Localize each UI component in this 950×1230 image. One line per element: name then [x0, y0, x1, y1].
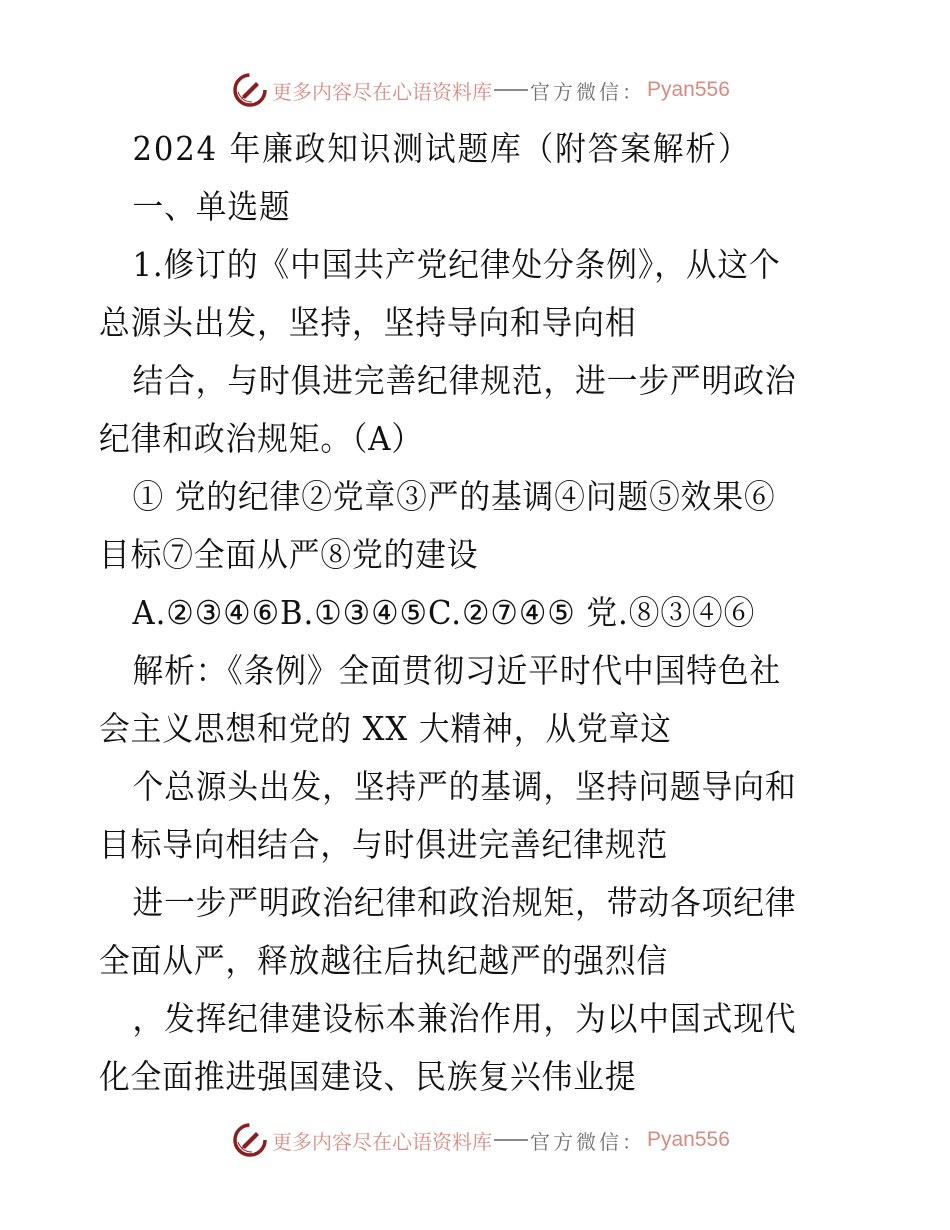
quill-pen-logo-icon [232, 72, 268, 108]
question-text-line: 1.修订的《中国共产党纪律处分条例》，从这个 [132, 245, 781, 284]
footer-watermark [232, 1120, 730, 1160]
watermark-label: 官方微信： [530, 79, 645, 104]
question-answer-line: 纪律和政治规矩。（A） [99, 419, 423, 458]
section-heading: 一、单选题 [132, 187, 291, 226]
watermark-site-text: 更多内容尽在心语资料库 [272, 1129, 492, 1154]
explanation-line: 会主义思想和党的 XX 大精神，从党章这 [99, 709, 672, 748]
option-items-line: ① 党的纪律②党章③严的基调④问题⑤效果⑥ [132, 477, 776, 516]
watermark-label: 官方微信： [530, 1129, 645, 1154]
header-watermark [232, 70, 730, 110]
watermark-separator [494, 89, 528, 91]
explanation-line: 全面从严，释放越往后执纪越严的强烈信 [99, 941, 669, 980]
explanation-line: 个总源头出发，坚持严的基调，坚持问题导向和 [132, 767, 797, 806]
watermark-wechat-id: Pyan556 [647, 1128, 730, 1151]
explanation-line: ，发挥纪律建设标本兼治作用，为以中国式现代 [132, 999, 797, 1038]
document-body [99, 120, 859, 1106]
question-text-line: 总源头出发，坚持，坚持导向和导向相 [99, 303, 637, 342]
watermark-separator [494, 1139, 528, 1141]
explanation-line: 解析：《条例》全面贯彻习近平时代中国特色社 [132, 651, 782, 690]
watermark-site-text: 更多内容尽在心语资料库 [272, 79, 492, 104]
document-title: 2024 年廉政知识测试题库（附答案解析） [132, 129, 751, 168]
quill-pen-logo-icon [232, 1122, 268, 1158]
answer-choices-line: A.②③④⑥B.①③④⑤C.②⑦④⑤ 党.⑧③④⑥ [132, 593, 756, 632]
explanation-line: 目标导向相结合，与时俱进完善纪律规范 [99, 825, 669, 864]
explanation-line: 进一步严明政治纪律和政治规矩，带动各项纪律 [132, 883, 797, 922]
question-text-line: 结合，与时俱进完善纪律规范，进一步严明政治 [132, 361, 797, 400]
option-items-line: 目标⑦全面从严⑧党的建设 [99, 535, 479, 574]
explanation-line: 化全面推进强国建设、民族复兴伟业提 [99, 1057, 637, 1096]
watermark-wechat-id: Pyan556 [647, 78, 730, 101]
